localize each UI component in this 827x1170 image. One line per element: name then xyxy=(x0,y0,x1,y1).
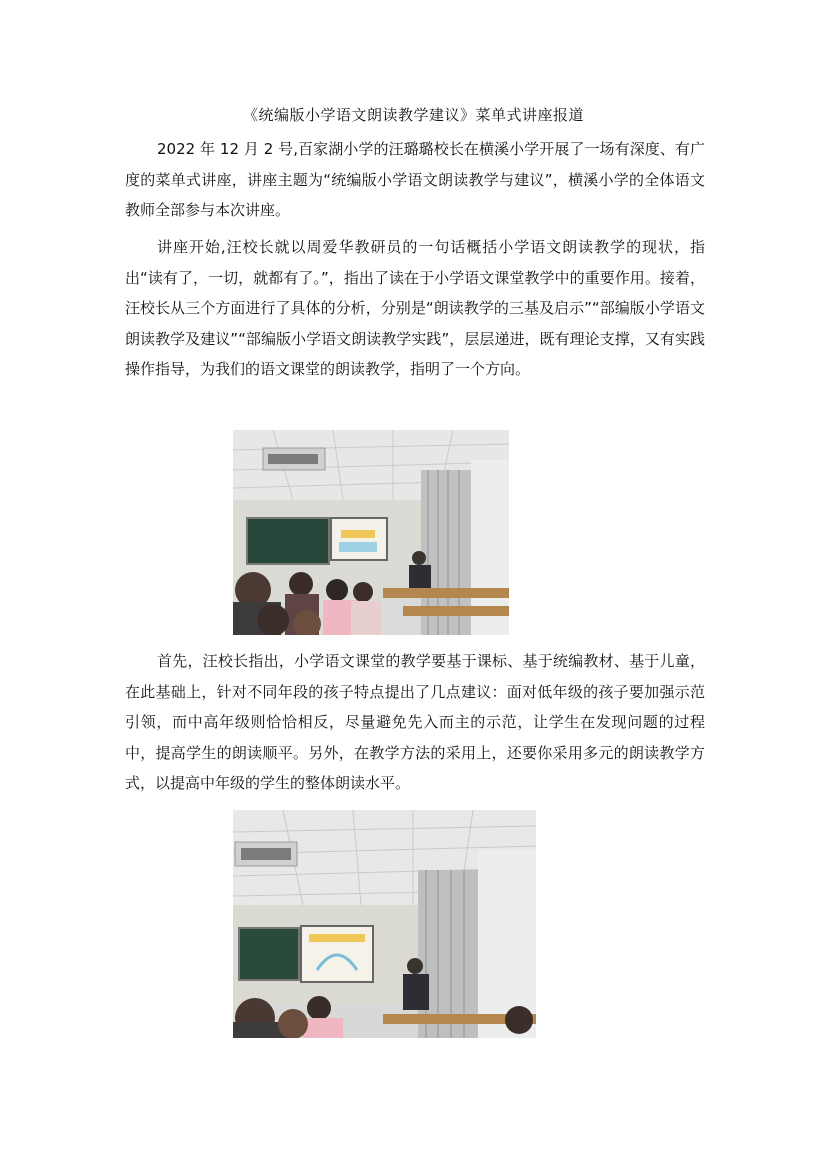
paragraph-intro: 2022 年 12 月 2 号,百家湖小学的汪璐璐校长在横溪小学开展了一场有深度、有广度的菜单式讲座，讲座主题为“统编版小学语文朗读教学与建议”，横溪小学的全体语文教师全部参与本次讲座。 xyxy=(125,140,705,219)
document-title: 《统编版小学语文朗读教学建议》菜单式讲座报道 xyxy=(242,106,584,124)
paragraph-lecture-start: 讲座开始,汪校长就以周爱华教研员的一句话概括小学语文朗读教学的现状，指出“读有了，一切，就都有了。”，指出了读在于小学语文课堂教学中的重要作用。接着，汪校长从三个方面进行了具体的分析，分别是“朗读教学的三基及启示”“部编版小学语文朗读教学及建议”“部编版小学语文朗读教学实践”，层层递进，既有理论支撑，又有实践操作指导，为我们的语文课堂的朗读教学，指明了一个方向。 xyxy=(125,238,705,378)
lecture-photo-2 xyxy=(233,810,536,1038)
paragraph-suggestions: 首先，汪校长指出，小学语文课堂的教学要基于课标、基于统编教材、基于儿童，在此基础上，针对不同年段的孩子特点提出了几点建议：面对低年级的孩子要加强示范引领，而中高年级则恰恰相反，尽量避免先入而主的示范，让学生在发现问题的过程中，提高学生的朗读顺平。另外，在教学方法的采用上，还要你采用多元的朗读教学方式，以提高中年级的学生的整体朗读水平。 xyxy=(125,652,705,792)
lecture-photo-1 xyxy=(233,430,509,635)
